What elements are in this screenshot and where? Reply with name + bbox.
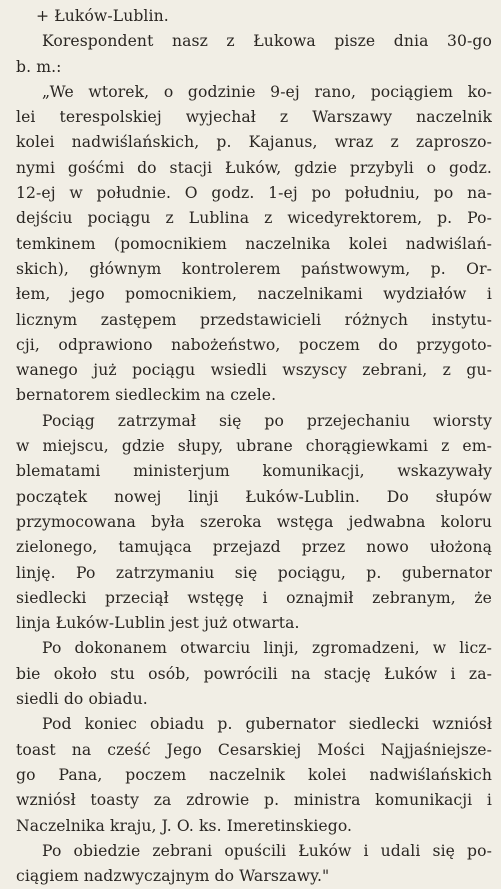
text-line: Pociąg zatrzymał się po przejechaniu wiorsty [42,411,492,430]
text-line: go Pana, poczem naczelnik kolei nadwiślańskich [16,765,492,784]
text-line: nymi gośćmi do stacji Łuków, gdzie przybyli o godz. [16,158,492,177]
text-line: „We wtorek, o godzinie 9-ej rano, pociągiem ko- [42,82,492,101]
text-line: linję. Po zatrzymaniu się pociągu, p. gubernator [16,563,492,582]
text-line: linja Łuków-Lublin jest już otwarta. [16,614,300,633]
text-line: Po dokonanem otwarciu linji, zgromadzeni, w licz- [42,639,492,658]
text-line: bie około stu osób, powrócili na stację Łuków i za- [16,664,492,683]
text-line: blematami ministerjum komunikacji, wskazywały [16,462,492,481]
text-line: 12-ej w południe. O godz. 1-ej po południu, po na- [16,184,492,203]
text-line: Korespondent nasz z Łukowa pisze dnia 30-go [42,32,492,51]
text-line: Po obiedzie zebrani opuścili Łuków i udali się po- [42,841,492,860]
text-line: wzniósł toasty za zdrowie p. ministra komunikacji i [16,791,492,810]
text-line: kolei nadwiślańskich, p. Kajanus, wraz z zaproszo- [16,133,492,152]
text-line: Naczelnika kraju, J. O. ks. Imeretinskiego. [16,816,353,835]
text-line: lei terespolskiej wyjechał z Warszawy naczelnik [16,108,492,127]
text-line: łem, jego pomocnikiem, naczelnikami wydziałów i [16,285,492,304]
text-line: przymocowana była szeroka wstęga jedwabna koloru [16,512,492,531]
text-line: dejściu pociągu z Lublina z wicedyrektorem, p. Po- [16,209,492,228]
text-line: siedlecki przeciął wstęgę i oznajmił zebranym, że [16,588,492,607]
article-title: + Łuków-Lublin. [36,7,169,25]
text-line: skich), głównym kontrolerem państwowym, p. Or- [16,259,492,278]
text-line: bernatorem siedleckim na czele. [16,386,277,405]
text-line: Pod koniec obiadu p. gubernator siedlecki wzniósł [42,715,492,734]
text-line: siedli do obiadu. [16,690,148,709]
text-line: b. m.: [16,57,62,76]
text-line: wanego już pociągu wsiedli wszyscy zebrani, z gu- [16,361,492,380]
text-line: w miejscu, gdzie słupy, ubrane chorągiewkami z em- [16,437,492,456]
article-body [16,29,492,889]
text-line: ciągiem nadzwyczajnym do Warszawy." [16,867,330,886]
text-line: początek nowej linji Łuków-Lublin. Do słupów [16,487,492,506]
text-line: temkinem (pomocnikiem naczelnika kolei nadwiślań- [16,234,492,253]
text-line: toast na cześć Jego Cesarskiej Mości Najjaśniejsze- [16,740,492,759]
text-line: cji, odprawiono nabożeństwo, poczem do przygoto- [16,335,492,354]
text-line: zielonego, tamująca przejazd przez nowo ułożoną [16,538,492,557]
text-line: licznym zastępem przedstawicieli różnych instytu- [16,310,492,329]
